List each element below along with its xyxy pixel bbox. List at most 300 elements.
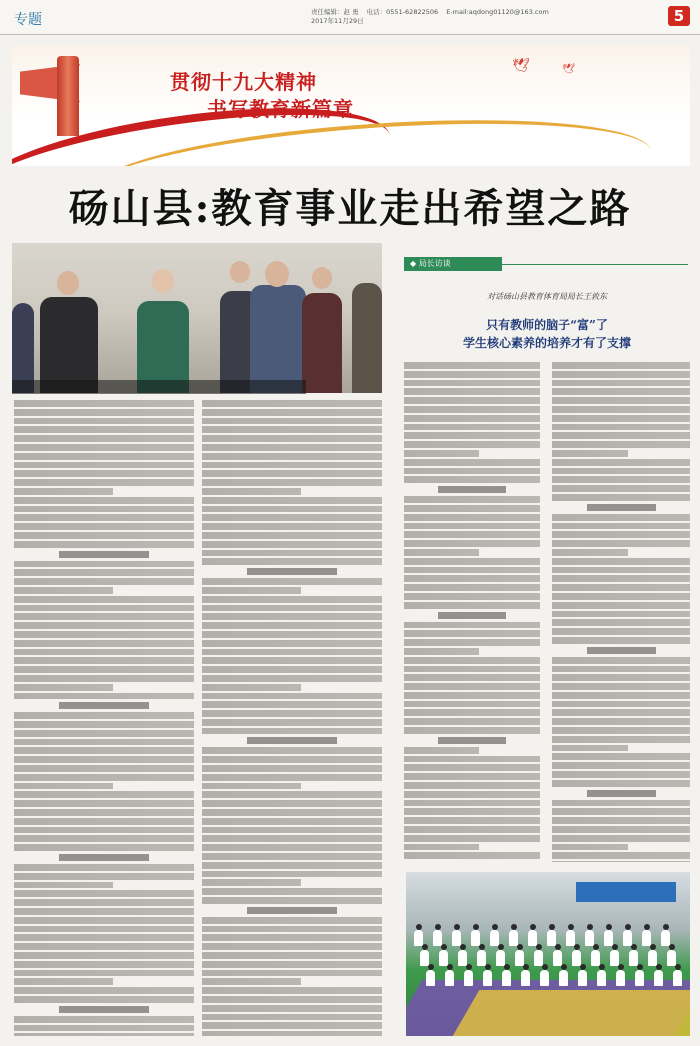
email-info: E-mail:aqdong01120@163.com — [446, 8, 549, 16]
text-line — [14, 721, 194, 728]
text-line — [202, 987, 382, 994]
child-head — [656, 964, 662, 970]
text-line — [552, 540, 690, 547]
child-figure — [458, 950, 467, 966]
text-line — [14, 453, 194, 460]
child-figure — [572, 950, 581, 966]
text-line — [202, 462, 382, 469]
text-line — [552, 771, 690, 778]
text-line — [14, 426, 194, 433]
text-line — [404, 441, 540, 448]
text-line — [202, 800, 382, 807]
text-line — [404, 630, 540, 637]
text-line — [552, 593, 690, 600]
text-line — [14, 970, 194, 977]
dove-icon: 🕊 — [512, 58, 530, 74]
text-line — [552, 415, 690, 422]
text-line — [552, 485, 690, 492]
child-figure — [673, 970, 682, 986]
child-head — [650, 944, 656, 950]
child-head — [536, 944, 542, 950]
text-line — [202, 844, 382, 851]
text-line — [404, 844, 479, 851]
child-figure — [509, 930, 518, 946]
text-line — [202, 818, 382, 825]
text-line — [404, 782, 540, 789]
topic-banner — [12, 46, 690, 166]
text-line — [202, 1014, 382, 1021]
text-line — [202, 657, 382, 664]
text-line — [202, 952, 382, 959]
text-line — [202, 710, 382, 717]
text-line — [14, 800, 194, 807]
text-line — [202, 747, 382, 754]
child-figure — [585, 930, 594, 946]
text-line — [552, 637, 690, 644]
text-line — [404, 674, 540, 681]
child-head — [479, 944, 485, 950]
text-line — [14, 640, 194, 647]
text-line — [552, 619, 690, 626]
text-line — [404, 496, 540, 503]
text-line — [552, 450, 628, 457]
text-line — [14, 514, 194, 521]
interview-tag-label: 局长访谈 — [418, 259, 451, 268]
child-figure — [667, 950, 676, 966]
text-line — [552, 800, 690, 807]
text-line — [14, 873, 194, 880]
text-line — [202, 765, 382, 772]
child-head — [593, 944, 599, 950]
text-line — [14, 684, 113, 691]
subheading-placeholder — [438, 612, 506, 619]
text-line — [404, 701, 540, 708]
photo-caption — [570, 1024, 688, 1034]
phone-info: 电话：0551-62822506 — [366, 8, 439, 16]
text-line — [202, 418, 382, 425]
child-figure — [490, 930, 499, 946]
text-line — [202, 605, 382, 612]
child-figure — [534, 950, 543, 966]
child-head — [663, 924, 669, 930]
child-head — [466, 964, 472, 970]
text-line — [14, 882, 113, 889]
text-line — [552, 406, 690, 413]
dove-icon: 🕊 — [562, 64, 575, 75]
text-line — [14, 1033, 194, 1036]
text-line — [202, 550, 382, 557]
child-figure — [528, 930, 537, 946]
subheading-placeholder — [247, 737, 337, 744]
text-line — [202, 409, 382, 416]
text-line — [552, 657, 690, 664]
child-head — [530, 924, 536, 930]
text-line — [14, 835, 194, 842]
child-head — [574, 944, 580, 950]
text-line — [14, 926, 194, 933]
text-line — [14, 739, 194, 746]
text-line — [202, 649, 382, 656]
text-line — [14, 809, 194, 816]
child-head — [435, 924, 441, 930]
text-line — [202, 400, 382, 407]
text-line — [14, 578, 194, 585]
text-line — [404, 531, 540, 538]
text-line — [552, 380, 690, 387]
text-line — [404, 558, 540, 565]
text-line — [552, 549, 628, 556]
child-figure — [604, 930, 613, 946]
text-line — [552, 852, 690, 859]
text-line — [14, 712, 194, 719]
text-line — [14, 561, 194, 568]
text-line — [404, 852, 540, 859]
text-line — [14, 506, 194, 513]
text-line — [202, 693, 382, 700]
interview-body-right — [552, 362, 690, 862]
text-line — [202, 613, 382, 620]
child-figure — [515, 950, 524, 966]
child-figure — [648, 950, 657, 966]
child-head — [542, 964, 548, 970]
text-line — [404, 756, 540, 763]
text-line — [552, 388, 690, 395]
text-line — [14, 400, 194, 407]
text-line — [202, 809, 382, 816]
page-header — [0, 0, 700, 35]
child-figure — [414, 930, 423, 946]
child-figure — [553, 950, 562, 966]
text-line — [404, 593, 540, 600]
text-line — [552, 701, 690, 708]
interview-quote-line2: 学生核心素养的培养才有了支撑 — [462, 336, 631, 350]
text-line — [202, 444, 382, 451]
text-line — [202, 926, 382, 933]
subheading-placeholder — [438, 486, 506, 493]
text-line — [14, 996, 194, 1003]
text-line — [404, 476, 540, 483]
text-line — [202, 701, 382, 708]
child-head — [447, 964, 453, 970]
text-line — [202, 453, 382, 460]
text-line — [552, 468, 690, 475]
text-line — [404, 826, 540, 833]
text-line — [404, 567, 540, 574]
text-line — [14, 479, 194, 486]
child-figure — [521, 970, 530, 986]
child-head — [492, 924, 498, 930]
text-line — [404, 575, 540, 582]
text-line — [14, 899, 194, 906]
text-line — [404, 459, 540, 466]
child-head — [454, 924, 460, 930]
child-figure — [477, 950, 486, 966]
text-line — [552, 817, 690, 824]
child-head — [504, 964, 510, 970]
child-figure — [578, 970, 587, 986]
text-line — [202, 470, 382, 477]
text-line — [14, 435, 194, 442]
child-head — [422, 944, 428, 950]
text-line — [202, 1031, 382, 1036]
child-head — [644, 924, 650, 930]
text-line — [202, 835, 382, 842]
text-line — [404, 764, 540, 771]
text-line — [202, 435, 382, 442]
child-head — [637, 964, 643, 970]
visit-photo — [12, 243, 382, 393]
text-line — [404, 773, 540, 780]
text-line — [14, 774, 194, 781]
text-line — [552, 683, 690, 690]
text-line — [404, 468, 540, 475]
issue-date: 2017年11月29日 — [311, 17, 364, 25]
text-line — [404, 432, 540, 439]
text-line — [14, 747, 194, 754]
text-line — [14, 675, 194, 682]
text-line — [14, 409, 194, 416]
child-head — [599, 964, 605, 970]
text-line — [202, 897, 382, 904]
child-head — [428, 964, 434, 970]
text-line — [552, 514, 690, 521]
text-line — [404, 450, 479, 457]
text-line — [14, 864, 194, 871]
text-line — [202, 532, 382, 539]
text-line — [14, 541, 194, 548]
child-head — [631, 944, 637, 950]
text-line — [202, 978, 301, 985]
text-line — [552, 371, 690, 378]
child-figure — [597, 970, 606, 986]
interview-tag: ◆ 局长访谈 — [404, 257, 502, 271]
child-head — [580, 964, 586, 970]
subheading-placeholder — [59, 1006, 149, 1013]
text-line — [404, 584, 540, 591]
text-line — [14, 890, 194, 897]
child-head — [498, 944, 504, 950]
text-line — [202, 934, 382, 941]
text-line — [404, 505, 540, 512]
text-line — [202, 719, 382, 726]
text-line — [404, 371, 540, 378]
text-line — [404, 683, 540, 690]
subheading-placeholder — [438, 737, 506, 744]
editor-info: 责任编辑：赵 勇 — [311, 8, 359, 16]
subheading-placeholder — [247, 907, 337, 914]
text-line — [14, 497, 194, 504]
text-line — [552, 736, 690, 743]
text-line — [404, 380, 540, 387]
text-line — [14, 470, 194, 477]
text-line — [202, 523, 382, 530]
text-line — [202, 756, 382, 763]
text-line — [202, 596, 382, 603]
child-figure — [635, 970, 644, 986]
child-head — [568, 924, 574, 930]
child-head — [606, 924, 612, 930]
text-line — [202, 871, 382, 878]
photo-caption — [12, 380, 306, 394]
text-line — [404, 424, 540, 431]
text-line — [14, 605, 194, 612]
text-line — [14, 1025, 194, 1032]
text-line — [552, 861, 690, 862]
child-figure — [483, 970, 492, 986]
text-line — [552, 523, 690, 530]
text-line — [404, 514, 540, 521]
child-head — [460, 944, 466, 950]
text-line — [552, 476, 690, 483]
text-line — [202, 996, 382, 1003]
child-figure — [502, 970, 511, 986]
text-line — [404, 602, 540, 609]
text-line — [202, 1005, 382, 1012]
text-line — [14, 1016, 194, 1023]
text-line — [404, 835, 540, 842]
text-line — [14, 908, 194, 915]
text-line — [202, 578, 382, 585]
text-line — [14, 783, 113, 790]
child-head — [485, 964, 491, 970]
text-line — [14, 961, 194, 968]
text-line — [552, 558, 690, 565]
text-line — [202, 961, 382, 968]
text-line — [552, 567, 690, 574]
text-line — [552, 611, 690, 618]
text-line — [14, 596, 194, 603]
text-line — [202, 631, 382, 638]
text-line — [552, 628, 690, 635]
child-head — [587, 924, 593, 930]
subheading-placeholder — [587, 504, 656, 511]
text-line — [404, 666, 540, 673]
text-line — [14, 978, 113, 985]
text-line — [202, 587, 301, 594]
text-line — [202, 888, 382, 895]
text-line — [14, 827, 194, 834]
text-line — [404, 406, 540, 413]
child-head — [549, 924, 555, 930]
text-line — [404, 657, 540, 664]
text-line — [202, 488, 301, 495]
text-line — [14, 523, 194, 530]
child-figure — [464, 970, 473, 986]
text-line — [404, 800, 540, 807]
text-line — [404, 388, 540, 395]
page-number-badge: 5 — [668, 6, 690, 26]
subheading-placeholder — [59, 551, 149, 558]
child-figure — [642, 930, 651, 946]
interview-quote-line1: 只有教师的脑子“富”了 — [486, 318, 608, 332]
text-line — [404, 718, 540, 725]
text-line — [14, 418, 194, 425]
text-line — [14, 791, 194, 798]
text-line — [202, 791, 382, 798]
text-line — [202, 541, 382, 548]
child-figure — [452, 930, 461, 946]
text-line — [552, 835, 690, 842]
child-figure — [591, 950, 600, 966]
text-line — [552, 780, 690, 787]
text-line — [14, 952, 194, 959]
article-body-left — [14, 400, 194, 1036]
text-line — [14, 765, 194, 772]
subheading-placeholder — [587, 790, 656, 797]
subheading-placeholder — [587, 647, 656, 654]
text-line — [202, 943, 382, 950]
child-figure — [420, 950, 429, 966]
text-line — [404, 808, 540, 815]
divider — [496, 264, 688, 265]
header-meta — [311, 8, 555, 26]
text-line — [552, 494, 690, 501]
text-line — [404, 540, 540, 547]
child-figure — [540, 970, 549, 986]
text-line — [404, 639, 540, 646]
text-line — [14, 532, 194, 539]
child-head — [416, 924, 422, 930]
text-line — [14, 844, 194, 851]
subheading-placeholder — [247, 568, 337, 575]
text-line — [14, 569, 194, 576]
text-line — [404, 415, 540, 422]
text-line — [552, 666, 690, 673]
child-figure — [623, 930, 632, 946]
text-line — [202, 917, 382, 924]
child-head — [618, 964, 624, 970]
text-line — [14, 462, 194, 469]
monument-graphic — [57, 56, 79, 136]
child-head — [523, 964, 529, 970]
text-line — [14, 756, 194, 763]
text-line — [14, 693, 194, 700]
subheading-placeholder — [59, 702, 149, 709]
banner-slogan-line2: 书写教育新篇章 — [207, 97, 354, 121]
subheading-placeholder — [59, 854, 149, 861]
text-line — [202, 514, 382, 521]
text-line — [404, 692, 540, 699]
text-line — [404, 648, 479, 655]
text-line — [552, 727, 690, 734]
child-figure — [616, 970, 625, 986]
text-line — [404, 817, 540, 824]
text-line — [202, 497, 382, 504]
text-line — [202, 728, 382, 735]
child-head — [561, 964, 567, 970]
text-line — [552, 709, 690, 716]
text-line — [404, 791, 540, 798]
text-line — [202, 853, 382, 860]
text-line — [14, 631, 194, 638]
child-figure — [471, 930, 480, 946]
text-line — [14, 488, 113, 495]
text-line — [552, 808, 690, 815]
text-line — [202, 675, 382, 682]
text-line — [202, 479, 382, 486]
text-line — [552, 718, 690, 725]
text-line — [202, 426, 382, 433]
text-line — [552, 424, 690, 431]
text-line — [552, 753, 690, 760]
text-line — [404, 362, 540, 369]
text-line — [404, 523, 540, 530]
text-line — [202, 774, 382, 781]
text-line — [202, 622, 382, 629]
text-line — [14, 622, 194, 629]
child-head — [555, 944, 561, 950]
text-line — [552, 432, 690, 439]
